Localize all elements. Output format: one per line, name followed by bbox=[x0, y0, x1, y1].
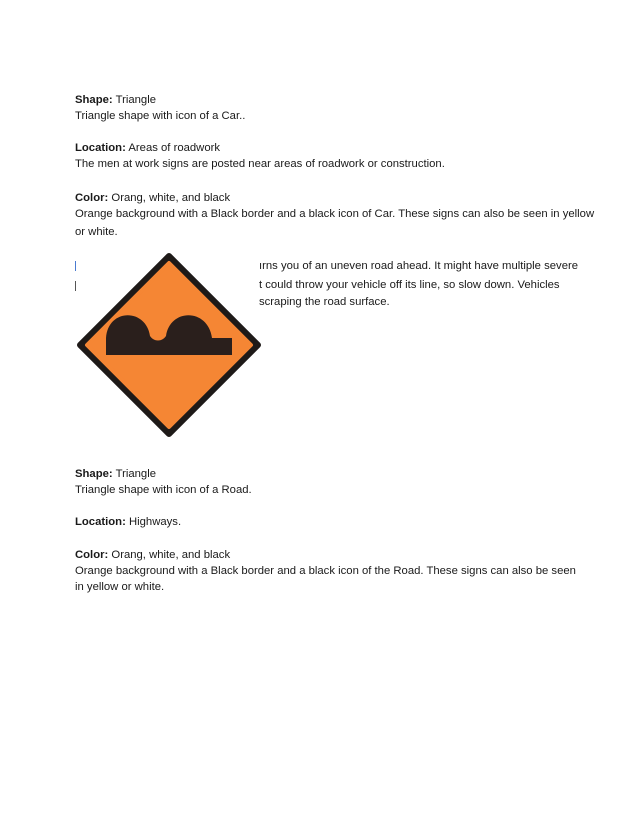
color-value: Orang, white, and black bbox=[108, 192, 231, 204]
location-label: Location: bbox=[75, 142, 126, 154]
location-line-2 bbox=[75, 514, 181, 530]
color-description-1b: or white. bbox=[75, 226, 118, 238]
color-value: Orang, white, and black bbox=[108, 549, 231, 561]
color-line-1 bbox=[75, 190, 230, 206]
location-value: Highways. bbox=[125, 516, 182, 528]
location-line-1 bbox=[75, 140, 220, 156]
partial-paragraph-line-1: ırns you of an uneven road ahead. It might have multiple severe bbox=[259, 260, 579, 272]
color-label: Color: bbox=[75, 549, 109, 561]
uneven-road-sign-icon bbox=[74, 250, 264, 440]
shape-label: Shape: bbox=[75, 94, 113, 106]
partial-paragraph-line-2: t could throw your vehicle off its line, so slow down. Vehicles bbox=[259, 279, 560, 291]
shape-value: Triangle bbox=[112, 468, 157, 480]
shape-label: Shape: bbox=[75, 468, 113, 480]
shape-description-2: Triangle shape with icon of a Road. bbox=[75, 484, 252, 496]
shape-line-2 bbox=[75, 466, 156, 482]
color-line-2 bbox=[75, 547, 230, 563]
location-value: Areas of roadwork bbox=[125, 142, 221, 154]
shape-line-1 bbox=[75, 92, 156, 108]
color-description-1a: Orange background with a Black border and a black icon of Car. These signs can also be seen in yellow bbox=[75, 208, 595, 220]
location-label: Location: bbox=[75, 516, 126, 528]
shape-description-1: Triangle shape with icon of a Car.. bbox=[75, 110, 246, 122]
location-description-1: The men at work signs are posted near areas of roadwork or construction. bbox=[75, 158, 445, 170]
shape-value: Triangle bbox=[112, 94, 157, 106]
color-description-2a: Orange background with a Black border and a black icon of the Road. These signs can also be seen bbox=[75, 565, 576, 577]
color-description-2b: in yellow or white. bbox=[75, 581, 165, 593]
color-label: Color: bbox=[75, 192, 109, 204]
partial-paragraph-line-3: scraping the road surface. bbox=[259, 296, 390, 308]
